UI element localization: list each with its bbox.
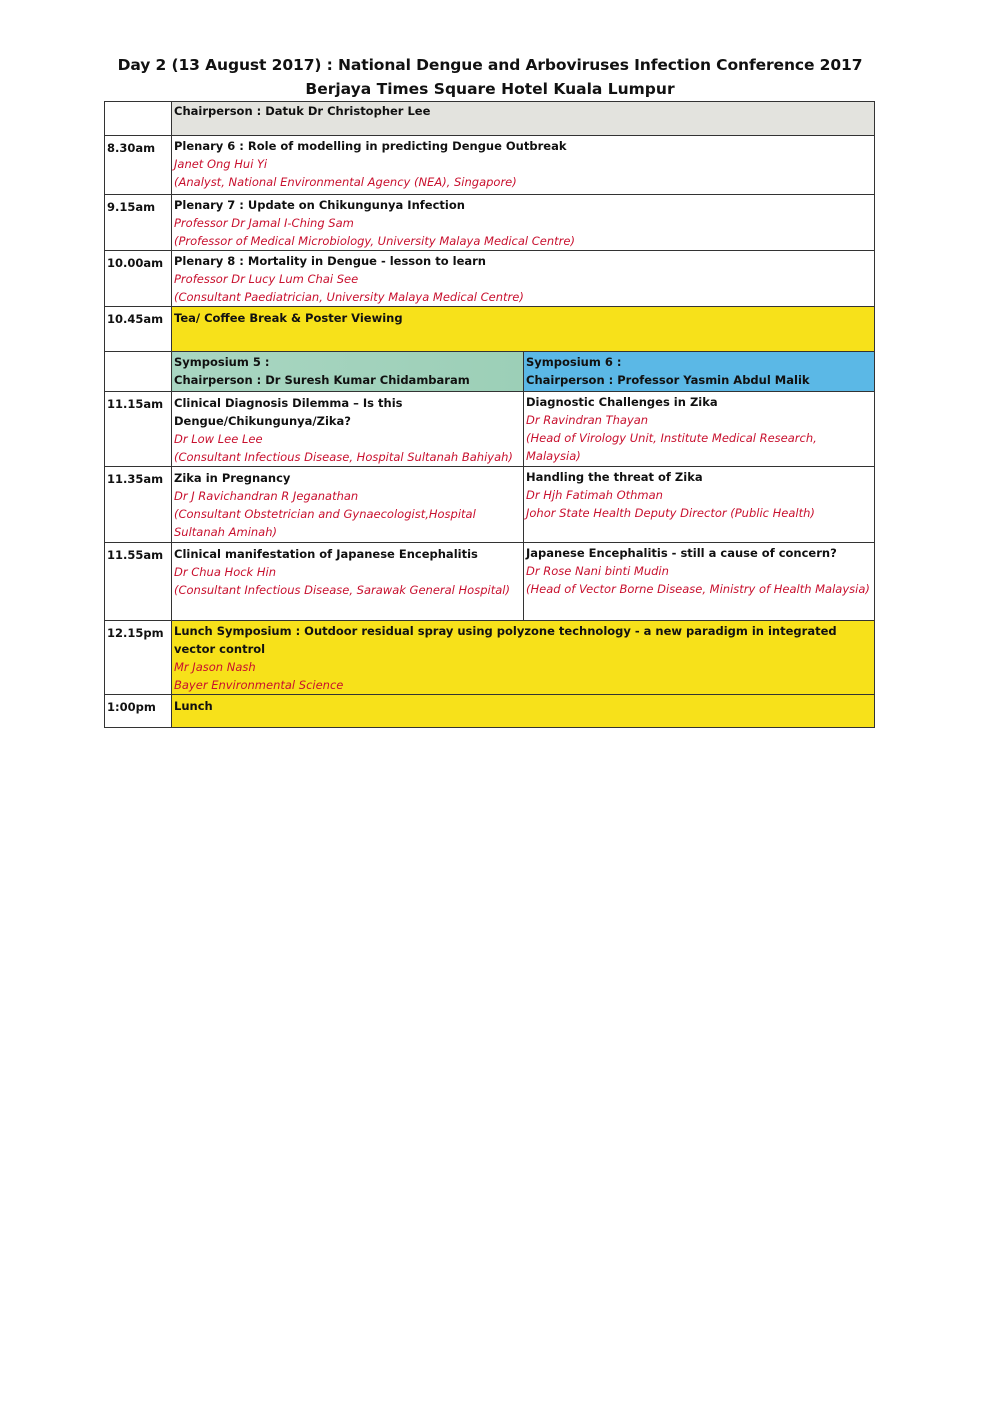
lunch-symposium-cell bbox=[172, 621, 875, 695]
time-cell: 1:00pm bbox=[105, 695, 172, 728]
table-row bbox=[105, 307, 875, 352]
session-cell bbox=[524, 392, 875, 467]
speaker-name: Dr Ravindran Thayan bbox=[526, 413, 649, 427]
speaker-affiliation: (Professor of Medical Microbiology, University Malaya Medical Centre) bbox=[174, 234, 575, 248]
table-row bbox=[105, 392, 875, 467]
session-cell bbox=[172, 251, 875, 307]
time-cell bbox=[105, 102, 172, 136]
symposium-name: Symposium 5 : bbox=[174, 355, 270, 369]
break-label: Tea/ Coffee Break & Poster Viewing bbox=[174, 311, 403, 325]
time-cell: 10.45am bbox=[105, 307, 172, 352]
speaker-name: Professor Dr Jamal I-Ching Sam bbox=[174, 216, 354, 230]
speaker-affiliation: (Consultant Infectious Disease, Sarawak General Hospital) bbox=[174, 583, 510, 597]
table-row bbox=[105, 621, 875, 695]
session-cell bbox=[524, 467, 875, 543]
speaker-name: Janet Ong Hui Yi bbox=[174, 157, 268, 171]
session-title: Japanese Encephalitis - still a cause of concern? bbox=[526, 546, 837, 560]
symposium-chair: Chairperson : Dr Suresh Kumar Chidambaram bbox=[174, 373, 470, 387]
table-row bbox=[105, 195, 875, 251]
schedule-table bbox=[104, 101, 875, 728]
session-title: Plenary 7 : Update on Chikungunya Infection bbox=[174, 198, 465, 212]
session-title: Clinical Diagnosis Dilemma – Is this Dengue/Chikungunya/Zika? bbox=[174, 396, 403, 428]
session-cell bbox=[172, 543, 524, 621]
speaker-affiliation: (Consultant Obstetrician and Gynaecologist,Hospital Sultanah Aminah) bbox=[174, 507, 476, 539]
speaker-affiliation: (Consultant Infectious Disease, Hospital Sultanah Bahiyah) bbox=[174, 450, 513, 464]
session-title: Plenary 6 : Role of modelling in predicting Dengue Outbreak bbox=[174, 139, 567, 153]
time-cell: 10.00am bbox=[105, 251, 172, 307]
speaker-name: Professor Dr Lucy Lum Chai See bbox=[174, 272, 359, 286]
table-row bbox=[105, 251, 875, 307]
time-cell: 9.15am bbox=[105, 195, 172, 251]
speaker-affiliation: Bayer Environmental Science bbox=[174, 678, 344, 692]
table-row bbox=[105, 695, 875, 728]
speaker-name: Dr J Ravichandran R Jeganathan bbox=[174, 489, 359, 503]
time-cell bbox=[105, 352, 172, 392]
speaker-name: Dr Rose Nani binti Mudin bbox=[526, 564, 669, 578]
speaker-affiliation: Johor State Health Deputy Director (Public Health) bbox=[526, 506, 815, 520]
symposium-5-header bbox=[172, 352, 524, 392]
session-cell bbox=[172, 467, 524, 543]
time-cell: 8.30am bbox=[105, 136, 172, 195]
break-cell bbox=[172, 307, 875, 352]
speaker-name: Mr Jason Nash bbox=[174, 660, 256, 674]
session-cell bbox=[172, 195, 875, 251]
session-cell bbox=[524, 543, 875, 621]
lunch-label: Lunch bbox=[174, 699, 213, 713]
speaker-name: Dr Low Lee Lee bbox=[174, 432, 263, 446]
time-cell: 11.35am bbox=[105, 467, 172, 543]
table-row bbox=[105, 136, 875, 195]
table-row bbox=[105, 543, 875, 621]
time-cell: 11.55am bbox=[105, 543, 172, 621]
session-cell bbox=[172, 136, 875, 195]
chairperson-cell bbox=[172, 102, 875, 136]
lunch-cell bbox=[172, 695, 875, 728]
session-title: Handling the threat of Zika bbox=[526, 470, 703, 484]
time-cell: 11.15am bbox=[105, 392, 172, 467]
table-row bbox=[105, 467, 875, 543]
venue-subtitle: Berjaya Times Square Hotel Kuala Lumpur bbox=[305, 80, 675, 98]
symposium-chair: Chairperson : Professor Yasmin Abdul Malik bbox=[526, 373, 810, 387]
speaker-name: Dr Chua Hock Hin bbox=[174, 565, 277, 579]
speaker-affiliation: (Analyst, National Environmental Agency (NEA), Singapore) bbox=[174, 175, 517, 189]
session-cell bbox=[172, 392, 524, 467]
speaker-name: Dr Hjh Fatimah Othman bbox=[526, 488, 663, 502]
speaker-affiliation: (Head of Vector Borne Disease, Ministry of Health Malaysia) bbox=[526, 582, 870, 596]
symposium-name: Symposium 6 : bbox=[526, 355, 622, 369]
session-title: Diagnostic Challenges in Zika bbox=[526, 395, 718, 409]
speaker-affiliation: (Consultant Paediatrician, University Malaya Medical Centre) bbox=[174, 290, 524, 304]
speaker-affiliation: (Head of Virology Unit, Institute Medical Research, Malaysia) bbox=[526, 431, 817, 463]
page-title: Day 2 (13 August 2017) : National Dengue and Arboviruses Infection Conference 2017 bbox=[117, 56, 863, 74]
session-title: Clinical manifestation of Japanese Encephalitis bbox=[174, 547, 478, 561]
table-row bbox=[105, 352, 875, 392]
session-title: Plenary 8 : Mortality in Dengue - lesson to learn bbox=[174, 254, 486, 268]
chairperson-label: Chairperson : Datuk Dr Christopher Lee bbox=[174, 104, 431, 118]
table-row bbox=[105, 102, 875, 136]
symposium-6-header bbox=[524, 352, 875, 392]
time-cell: 12.15pm bbox=[105, 621, 172, 695]
session-title: Lunch Symposium : Outdoor residual spray using polyzone technology - a new paradigm in integrated vector control bbox=[174, 624, 837, 656]
session-title: Zika in Pregnancy bbox=[174, 471, 291, 485]
